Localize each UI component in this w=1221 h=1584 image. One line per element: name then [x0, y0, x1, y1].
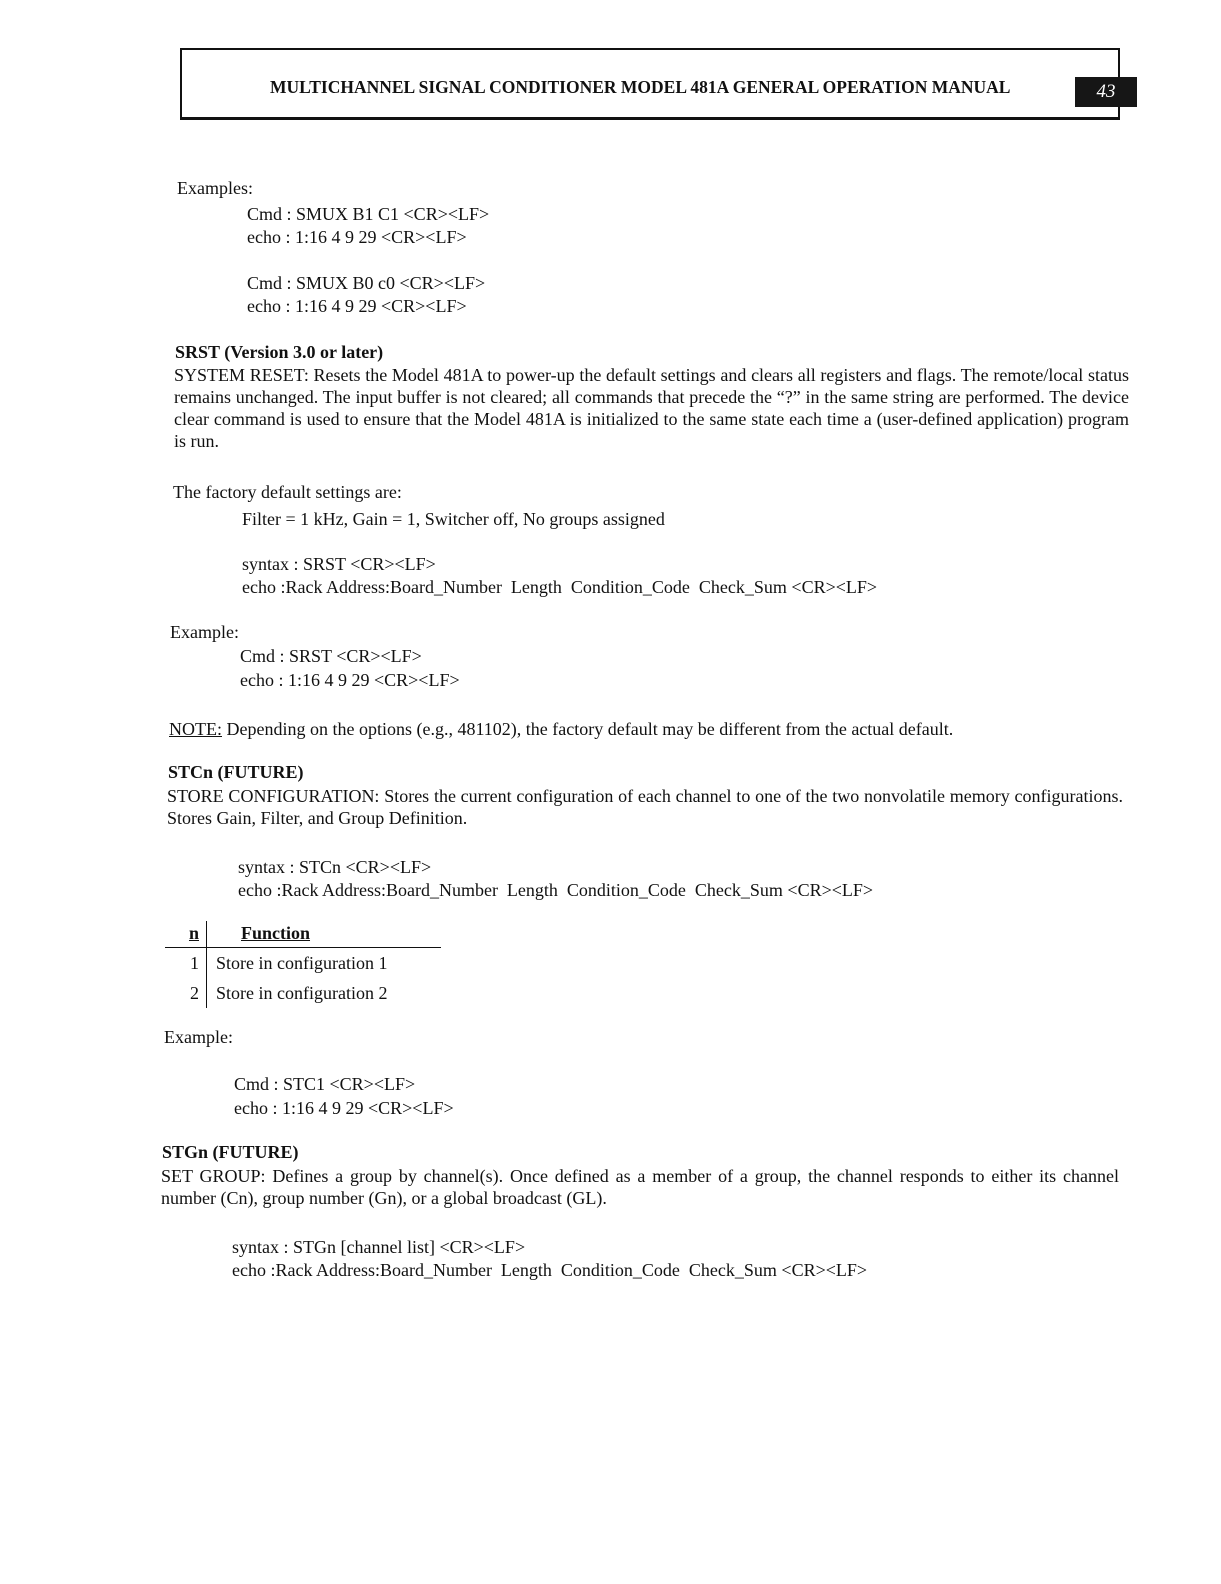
table-header-row	[165, 921, 441, 948]
table-cell-function: Store in configuration 2	[216, 982, 388, 1003]
note-text: Depending on the options (e.g., 481102), the factory default may be different from the actual default.	[222, 719, 954, 739]
example-line: echo : 1:16 4 9 29 <CR><LF>	[247, 227, 467, 247]
column-header-n: n	[165, 921, 207, 948]
stgn-heading: STGn (FUTURE)	[162, 1142, 299, 1162]
srst-example-cmd: Cmd : SRST <CR><LF>	[240, 646, 422, 666]
stgn-syntax: syntax : STGn [channel list] <CR><LF>	[232, 1237, 526, 1257]
srst-echo: echo :Rack Address:Board_Number Length Condition_Code Check_Sum <CR><LF>	[242, 577, 878, 597]
column-header-function: Function	[207, 921, 442, 948]
page-header	[180, 48, 1120, 120]
manual-title: MULTICHANNEL SIGNAL CONDITIONER MODEL 481A GENERAL OPERATION MANUAL	[270, 77, 1011, 97]
page-number: 43	[1075, 77, 1137, 107]
stgn-description: SET GROUP: Defines a group by channel(s). Once defined as a member of a group, the channel responds to either its channel number (Cn), group number (Gn), or a global broadcast (GL).	[161, 1166, 1119, 1208]
table-cell-function: Store in configuration 1	[216, 952, 388, 973]
example-line: echo : 1:16 4 9 29 <CR><LF>	[247, 296, 467, 316]
stcn-example-label: Example:	[164, 1027, 233, 1047]
example-line: Cmd : SMUX B1 C1 <CR><LF>	[247, 204, 490, 224]
srst-example-echo: echo : 1:16 4 9 29 <CR><LF>	[240, 670, 460, 690]
function-table	[165, 921, 441, 1008]
note-label: NOTE:	[169, 719, 222, 739]
table-cell-n: 1	[165, 948, 207, 979]
table-cell-n: 2	[165, 978, 207, 1008]
defaults-label: The factory default settings are:	[173, 482, 402, 502]
srst-heading: SRST (Version 3.0 or later)	[175, 342, 384, 362]
srst-syntax: syntax : SRST <CR><LF>	[242, 554, 436, 574]
defaults-values: Filter = 1 kHz, Gain = 1, Switcher off, No groups assigned	[242, 509, 665, 529]
stcn-syntax: syntax : STCn <CR><LF>	[238, 857, 432, 877]
stcn-example-echo: echo : 1:16 4 9 29 <CR><LF>	[234, 1098, 454, 1118]
note	[169, 718, 953, 741]
example-line: Cmd : SMUX B0 c0 <CR><LF>	[247, 273, 486, 293]
stcn-description: STORE CONFIGURATION: Stores the current configuration of each channel to one of the two nonvolatile memory configurations. Stores Gain, Filter, and Group Definition.	[167, 786, 1123, 828]
srst-example-label: Example:	[170, 622, 239, 642]
stcn-echo: echo :Rack Address:Board_Number Length Condition_Code Check_Sum <CR><LF>	[238, 880, 874, 900]
table-row	[165, 978, 441, 1008]
stcn-heading: STCn (FUTURE)	[168, 762, 304, 782]
table-row	[165, 948, 441, 979]
srst-description: SYSTEM RESET: Resets the Model 481A to power-up the default settings and clears all registers and flags. The remote/local status remains unchanged. The input buffer is not cleared; all commands that precede the “?” in the same string are performed. The device clear command is used to ensure that the Model 481A is initialized to the same state each time a (user-defined application) program is run.	[174, 365, 1129, 451]
stgn-echo: echo :Rack Address:Board_Number Length Condition_Code Check_Sum <CR><LF>	[232, 1260, 868, 1280]
examples-label: Examples:	[177, 178, 253, 198]
stcn-example-cmd: Cmd : STC1 <CR><LF>	[234, 1074, 416, 1094]
